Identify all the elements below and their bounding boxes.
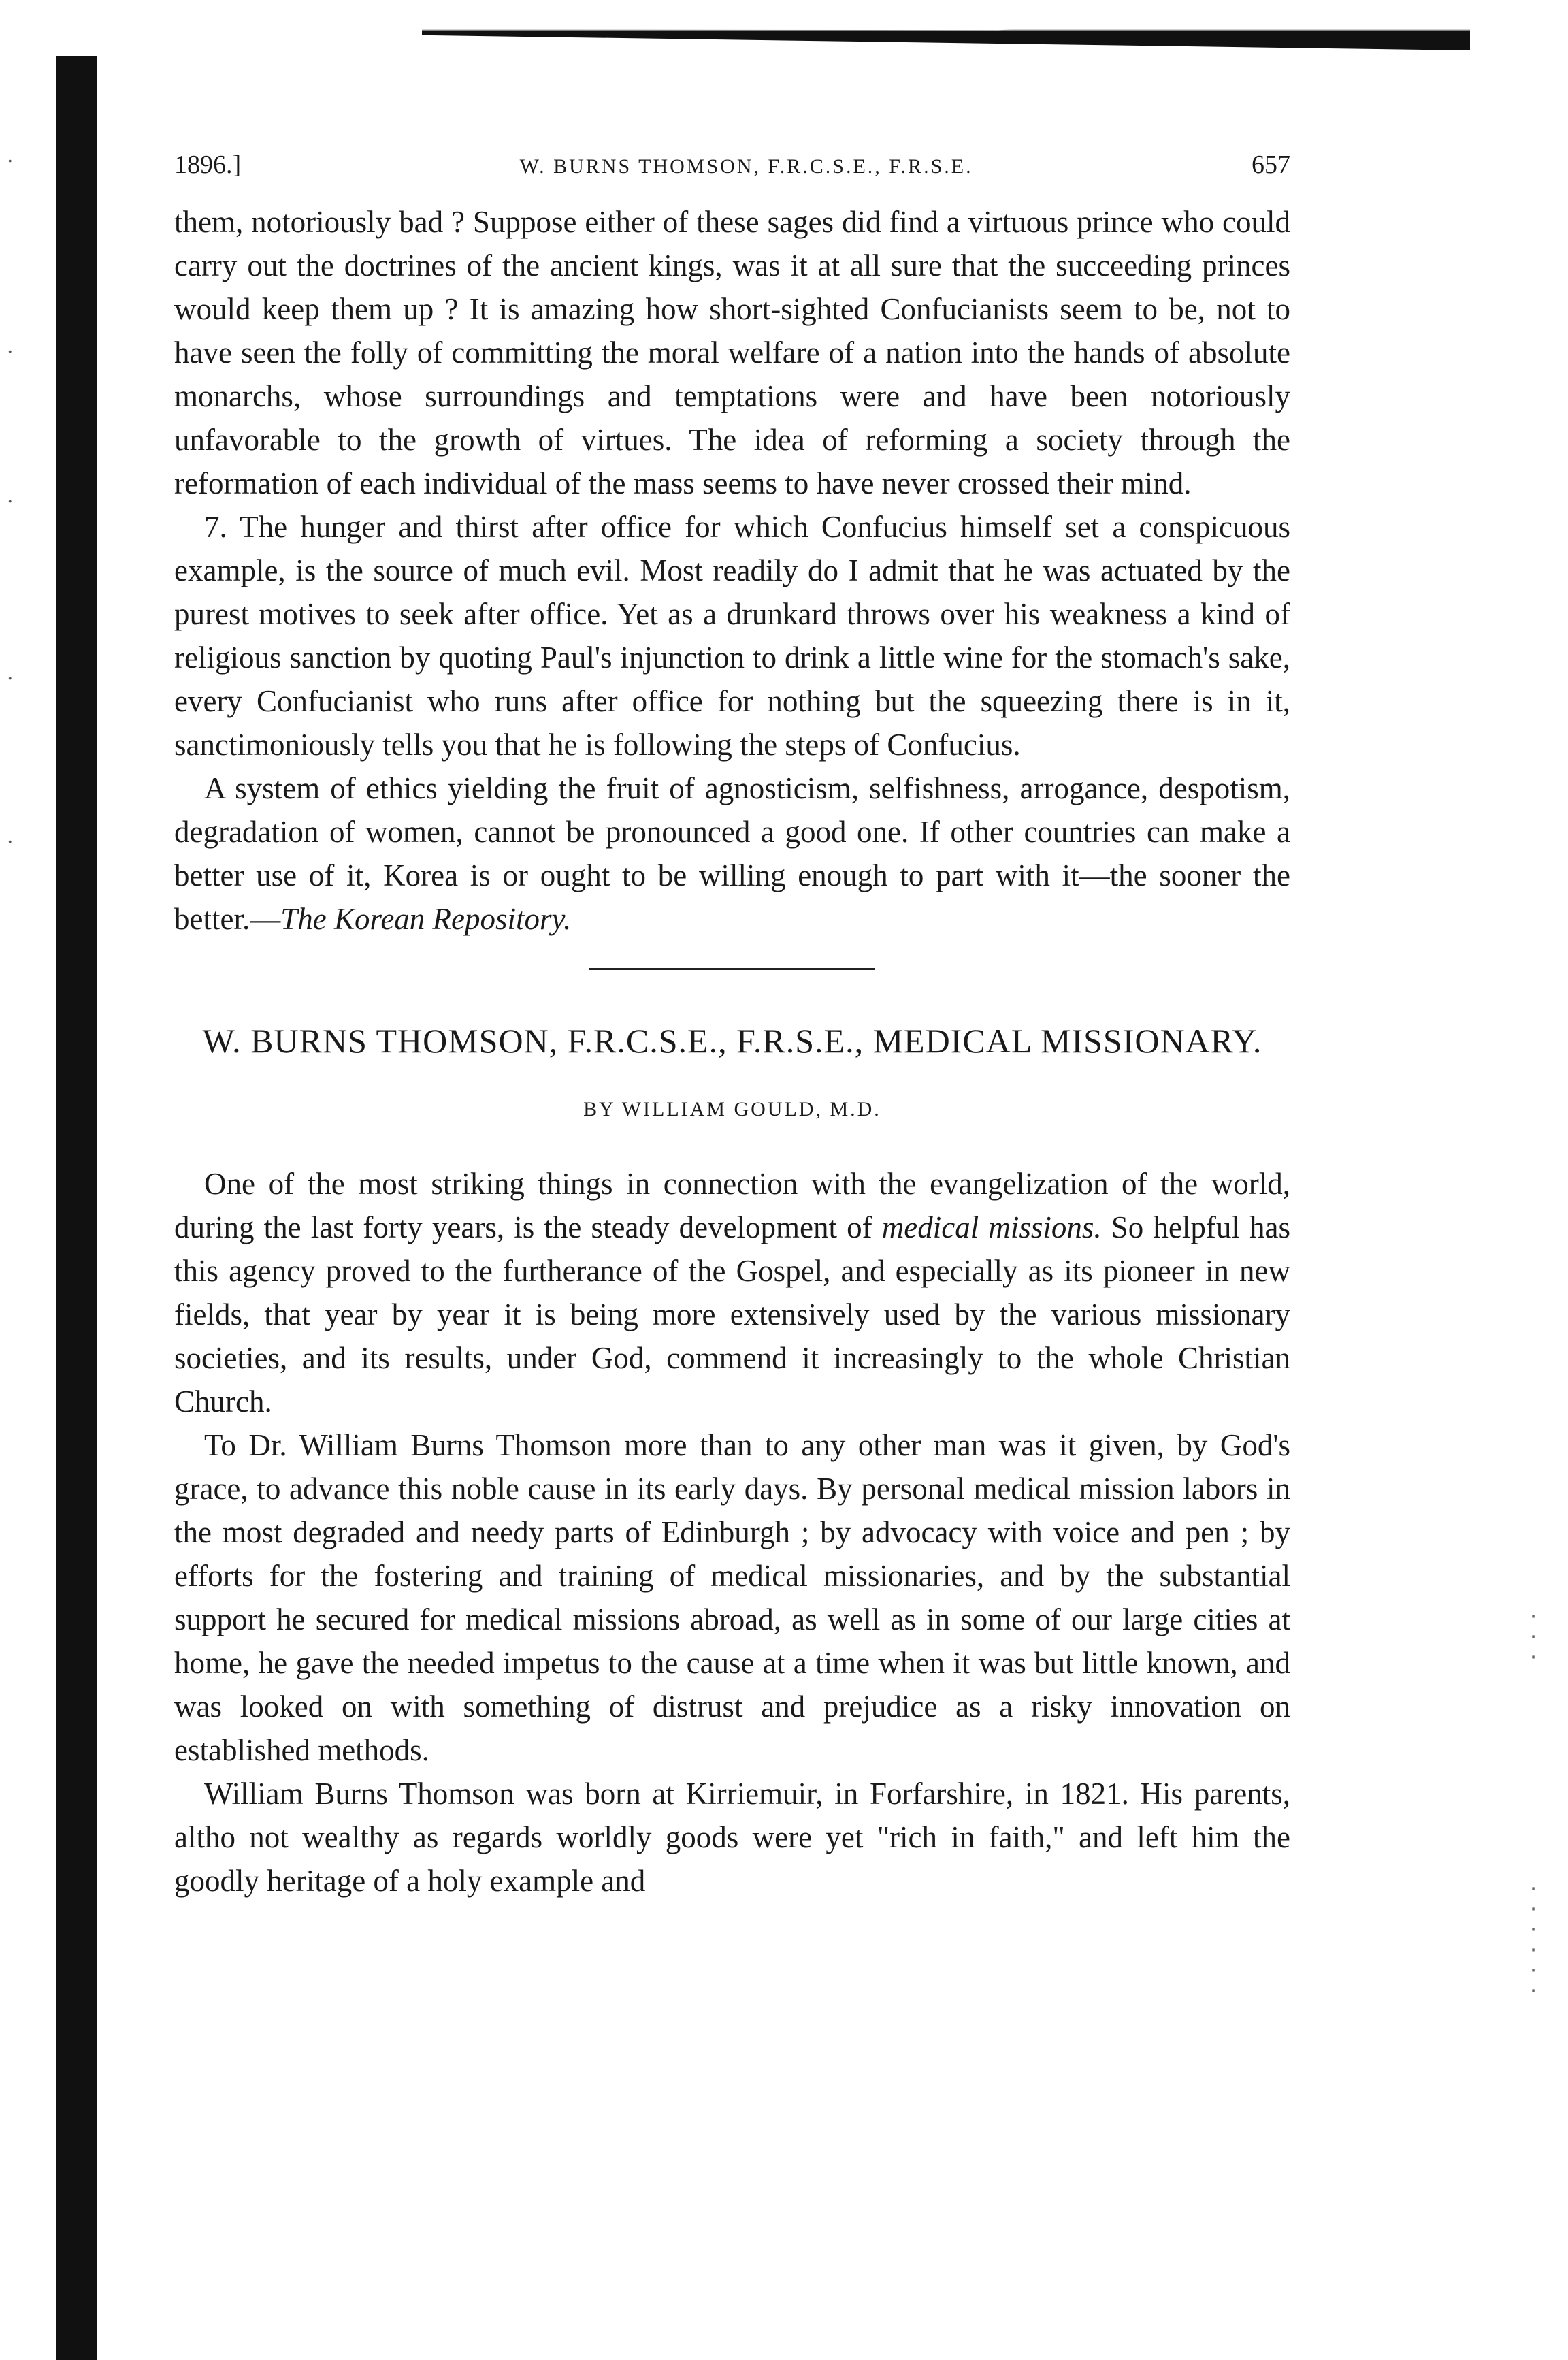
- previous-article-text: [174, 200, 1290, 941]
- page-number: 657: [1251, 150, 1290, 179]
- emphasis: medical missions.: [881, 1210, 1102, 1244]
- article-byline: BY WILLIAM GOULD, M.D.: [583, 1098, 881, 1120]
- paragraph-text: A system of ethics yielding the fruit of agnosticism, selfishness, arrogance, despotism, degradation of women, cannot be pronounced a good one. If other countries can make a better use of it, Korea is or ought to be willing enough to part with it—the sooner the better.—: [174, 771, 1290, 936]
- paragraph: To Dr. William Burns Thomson more than to any other man was it given, by God's grace, to advance this noble cause in its early days. By personal medical mission labors in the most degraded and needy parts of Edinburgh ; by advocacy with voice and pen ; by efforts for the fostering and training of medical missionaries, and by the substantial support he secured for medical missions abroad, as well as in some of our large cities at home, he gave the needed impetus to the cause at a time when it was but little known, and was looked on with something of distrust and prejudice as a risky innovation on established methods.: [174, 1428, 1290, 1767]
- paragraph-text: One of the most striking things in connection with the evangelization of the world, during the last forty years, is the steady development of: [174, 1167, 1290, 1244]
- header-year: 1896.]: [174, 150, 242, 179]
- edge-specks-lower: · · · · · ·: [1527, 1877, 1541, 2002]
- article-text: [174, 1162, 1290, 1903]
- margin-bleedthrough: · · · · ·: [7, 150, 14, 854]
- source-citation: The Korean Repository.: [280, 902, 572, 936]
- section-divider: [589, 968, 875, 970]
- scan-edge-shadow: [422, 0, 1470, 50]
- paragraph: William Burns Thomson was born at Kirriemuir, in Forfarshire, in 1821. His parents, altho not wealthy as regards worldly goods were yet "rich in faith," and left him the goodly heritage of a holy example and: [174, 1777, 1290, 1898]
- paragraph-text: So helpful has this agency proved to the furtherance of the Gospel, and especially as its pioneer in new fields, that year by year it is being more extensively used by the various missionary societies, and its results, under God, commend it increasingly to the whole Christian Church.: [174, 1210, 1290, 1419]
- paragraph: [174, 766, 1290, 941]
- edge-specks: · · ·: [1527, 1605, 1541, 1668]
- header-title: W. BURNS THOMSON, F.R.C.S.E., F.R.S.E.: [519, 155, 973, 178]
- article-title: W. BURNS THOMSON, F.R.C.S.E., F.R.S.E., MEDICAL MISSIONARY.: [202, 1022, 1262, 1060]
- running-head: [174, 150, 1290, 180]
- book-page: [174, 150, 1290, 1903]
- paragraph: [174, 1162, 1290, 1423]
- binding-shadow: [56, 56, 97, 2360]
- paragraph: 7. The hunger and thirst after office for which Confucius himself set a conspicuous example, is the source of much evil. Most readily do I admit that he was actuated by the purest motives to seek after office. Yet as a drunkard throws over his weakness a kind of religious sanction by quoting Paul's injunction to drink a little wine for the stomach's sake, every Confucianist who runs after office for nothing but the squeezing there is in it, sanctimoniously tells you that he is following the steps of Confucius.: [174, 510, 1290, 762]
- paragraph: them, notoriously bad ? Suppose either of these sages did find a virtuous prince who could carry out the doctrines of the ancient kings, was it at all sure that the succeeding princes would keep them up ? It is amazing how short-sighted Confucianists seem to be, not to have seen the folly of committing the moral welfare of a nation into the hands of absolute monarchs, whose surroundings and temptations were and have been notoriously unfavorable to the growth of virtues. The idea of reforming a society through the reformation of each individual of the mass seems to have never crossed their mind.: [174, 205, 1290, 500]
